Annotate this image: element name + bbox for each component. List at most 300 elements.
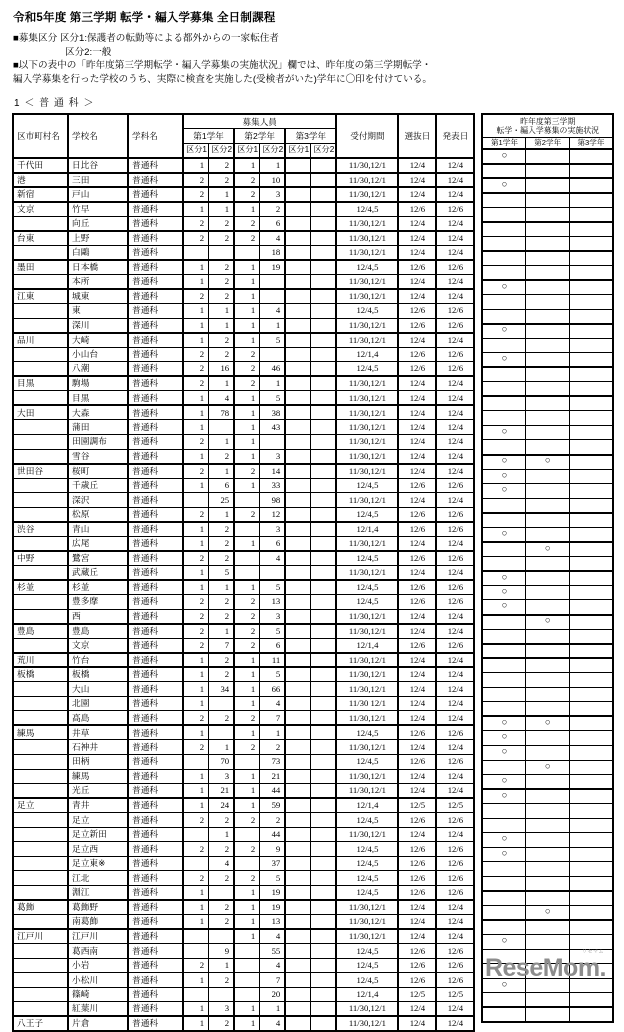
status-cell-grade1 [482,236,526,251]
status-cell-grade2 [526,804,570,819]
cell-g1-div2: 3 [209,769,235,784]
status-cell-grade1 [482,905,526,920]
table-row [13,536,474,551]
cell-g2-div2: 21 [260,769,286,784]
cell-g3-div2 [311,347,337,362]
cell-selection-date: 12/6 [398,885,436,900]
cell-department: 普通科 [128,842,183,857]
cell-announce-date: 12/6 [436,755,474,770]
cell-department: 普通科 [128,449,183,464]
status-cell-grade3 [569,658,613,673]
cell-g3-div2 [311,638,337,653]
cell-announce-date: 12/6 [436,856,474,871]
cell-g2-div2: 4 [260,929,286,944]
cell-g1-div2: 78 [209,405,235,420]
cell-selection-date: 12/4 [398,333,436,348]
status-row [482,425,613,440]
cell-g3-div1 [285,318,311,333]
cell-g3-div2 [311,1002,337,1017]
cell-period: 12/1,4 [336,347,398,362]
cell-g3-div1 [285,1002,311,1017]
status-cell-grade3 [569,775,613,790]
status-cell-grade3 [569,804,613,819]
cell-g1-div1: 1 [183,274,209,289]
cell-period: 11/30,12/1 [336,682,398,697]
cell-department: 普通科 [128,594,183,609]
cell-g2-div2: 1 [260,158,286,173]
cell-department: 普通科 [128,231,183,246]
cell-department: 普通科 [128,216,183,231]
status-cell-grade1: ○ [482,324,526,339]
cell-school: 千歳丘 [68,478,128,493]
cell-g3-div2 [311,449,337,464]
status-row [482,411,613,426]
status-cell-grade3 [569,425,613,440]
status-cell-grade3 [569,673,613,688]
cell-g2-div1: 2 [234,594,260,609]
cell-school: 城東 [68,289,128,304]
status-cell-grade3 [569,222,613,237]
cell-period: 11/30,12/1 [336,231,398,246]
cell-g3-div1 [285,958,311,973]
cell-selection-date: 12/4 [398,376,436,391]
cell-school: 葛西南 [68,944,128,959]
cell-g3-div2 [311,1016,337,1031]
col-header-status-grade1: 第1学年 [482,137,526,149]
cell-g1-div1: 1 [183,580,209,595]
col-header-selection-date: 選抜日 [398,114,436,158]
cell-selection-date: 12/6 [398,260,436,275]
cell-g2-div2: 13 [260,915,286,930]
cell-period: 12/1,4 [336,987,398,1002]
cell-g2-div1: 2 [234,609,260,624]
status-row [482,207,613,222]
cell-announce-date: 12/4 [436,1002,474,1017]
cell-period: 12/4,5 [336,478,398,493]
cell-g3-div2 [311,333,337,348]
cell-g2-div2: 4 [260,551,286,566]
status-row [482,818,613,833]
status-cell-grade2 [526,207,570,222]
status-cell-grade1: ○ [482,149,526,164]
cell-department: 普通科 [128,711,183,726]
cell-school: 豊多摩 [68,594,128,609]
last-year-status-table [481,113,614,1022]
cell-g2-div1: 1 [234,784,260,799]
status-cell-grade1 [482,702,526,717]
cell-g2-div2: 12 [260,507,286,522]
status-cell-grade1: ○ [482,716,526,731]
cell-announce-date: 12/4 [436,609,474,624]
cell-announce-date: 12/4 [436,915,474,930]
cell-period: 12/4,5 [336,944,398,959]
cell-announce-date: 12/4 [436,231,474,246]
cell-g1-div2: 2 [209,536,235,551]
status-cell-grade2 [526,571,570,586]
status-cell-grade3 [569,353,613,368]
cell-municipality [13,711,68,726]
cell-announce-date: 12/4 [436,827,474,842]
cell-g1-div1 [183,827,209,842]
cell-g2-div1: 1 [234,274,260,289]
status-cell-grade2 [526,164,570,179]
cell-g3-div1 [285,158,311,173]
table-row [13,187,474,202]
status-cell-grade2 [526,382,570,397]
col-header-status-grade2: 第2学年 [526,137,570,149]
status-cell-grade2 [526,556,570,571]
status-row [482,862,613,877]
cell-g1-div1 [183,856,209,871]
status-cell-grade1 [482,382,526,397]
cell-g2-div2: 4 [260,958,286,973]
cell-g1-div2: 1 [209,187,235,202]
status-cell-grade1 [482,644,526,659]
cell-selection-date: 12/4 [398,536,436,551]
cell-school: 戸山 [68,187,128,202]
status-cell-grade3 [569,702,613,717]
cell-g1-div2: 70 [209,755,235,770]
table-row [13,391,474,406]
cell-g1-div1: 1 [183,1002,209,1017]
cell-g2-div2: 7 [260,711,286,726]
status-cell-grade2 [526,891,570,906]
cell-period: 12/4,5 [336,958,398,973]
cell-announce-date: 12/4 [436,696,474,711]
cell-selection-date: 12/6 [398,871,436,886]
cell-municipality: 足立 [13,798,68,813]
col-header-g2-div1: 区分1 [234,144,260,159]
cell-school: 田園調布 [68,434,128,449]
cell-period: 11/30,12/1 [336,565,398,580]
cell-g1-div2: 3 [209,1002,235,1017]
cell-g3-div2 [311,551,337,566]
status-row [482,891,613,906]
status-row [482,804,613,819]
table-row [13,522,474,537]
cell-school: 深沢 [68,493,128,508]
cell-period: 11/30,12/1 [336,493,398,508]
cell-period: 11/30,12/1 [336,333,398,348]
status-cell-grade2 [526,295,570,310]
cell-g1-div1: 1 [183,798,209,813]
status-row [482,687,613,702]
cell-selection-date: 12/4 [398,682,436,697]
cell-department: 普通科 [128,755,183,770]
cell-period: 11/30,12/1 [336,1002,398,1017]
cell-municipality [13,493,68,508]
header-row-1 [13,114,474,129]
cell-school: 大山 [68,682,128,697]
cell-department: 普通科 [128,347,183,362]
cell-g3-div2 [311,536,337,551]
cell-g1-div2: 1 [209,507,235,522]
cell-g3-div2 [311,725,337,740]
status-cell-grade1 [482,862,526,877]
cell-municipality [13,682,68,697]
status-row [482,178,613,193]
cell-selection-date: 12/6 [398,842,436,857]
status-cell-grade3 [569,149,613,164]
status-cell-grade2 [526,149,570,164]
cell-announce-date: 12/6 [436,507,474,522]
cell-department: 普通科 [128,434,183,449]
cell-g3-div1 [285,507,311,522]
cell-school: 日本橋 [68,260,128,275]
cell-g3-div1 [285,464,311,479]
side-header-row-1 [482,114,613,137]
cell-g1-div1: 1 [183,405,209,420]
cell-selection-date: 12/4 [398,711,436,726]
cell-g3-div2 [311,885,337,900]
cell-g2-div1: 2 [234,871,260,886]
status-cell-grade2: ○ [526,905,570,920]
status-cell-grade3 [569,178,613,193]
status-cell-grade3 [569,207,613,222]
cell-department: 普通科 [128,260,183,275]
cell-g2-div2 [260,274,286,289]
page-title: 令和5年度 第三学期 転学・編入学募集 全日制課程 [13,12,276,24]
cell-g3-div1 [285,624,311,639]
table-row [13,813,474,828]
cell-g2-div1: 1 [234,1002,260,1017]
status-cell-grade3 [569,513,613,528]
cell-announce-date: 12/6 [436,347,474,362]
cell-g1-div1: 1 [183,420,209,435]
cell-school: 三田 [68,173,128,188]
cell-g1-div1: 1 [183,784,209,799]
cell-municipality [13,973,68,988]
status-cell-grade3 [569,193,613,208]
cell-school: 八潮 [68,362,128,377]
cell-school: 日比谷 [68,158,128,173]
cell-g3-div2 [311,216,337,231]
cell-g3-div1 [285,289,311,304]
cell-selection-date: 12/4 [398,216,436,231]
cell-g2-div2: 59 [260,798,286,813]
cell-selection-date: 12/4 [398,274,436,289]
cell-g3-div2 [311,565,337,580]
cell-period: 12/4,5 [336,871,398,886]
cell-department: 普通科 [128,987,183,1002]
cell-period: 11/30,12/1 [336,274,398,289]
cell-period: 11/30 12/1 [336,696,398,711]
cell-g1-div1: 2 [183,594,209,609]
status-row [482,222,613,237]
table-row [13,842,474,857]
cell-g2-div1: 1 [234,391,260,406]
cell-g2-div1: 1 [234,929,260,944]
cell-g1-div2: 1 [209,434,235,449]
cell-department: 普通科 [128,929,183,944]
status-cell-grade2 [526,658,570,673]
cell-g3-div2 [311,434,337,449]
cell-period: 12/4,5 [336,580,398,595]
table-row [13,260,474,275]
cell-school: 練馬 [68,769,128,784]
cell-school: 足立東※ [68,856,128,871]
cell-announce-date: 12/6 [436,725,474,740]
cell-g2-div2: 5 [260,871,286,886]
cell-school: 足立新田 [68,827,128,842]
cell-school: 武蔵丘 [68,565,128,580]
status-row [482,498,613,513]
cell-announce-date: 12/6 [436,871,474,886]
cell-selection-date: 12/6 [398,856,436,871]
status-cell-grade1 [482,164,526,179]
cell-g2-div2: 5 [260,580,286,595]
cell-selection-date: 12/4 [398,493,436,508]
cell-period: 11/30,12/1 [336,900,398,915]
cell-period: 12/1,4 [336,522,398,537]
status-cell-grade3 [569,367,613,382]
col-header-capacity-group: 募集人員 [183,114,336,129]
cell-municipality: 八王子 [13,1016,68,1031]
table-row [13,551,474,566]
cell-department: 普通科 [128,885,183,900]
status-cell-grade1: ○ [482,469,526,484]
cell-department: 普通科 [128,551,183,566]
cell-g1-div1: 1 [183,449,209,464]
cell-g3-div1 [285,420,311,435]
status-cell-grade3 [569,731,613,746]
table-row [13,958,474,973]
cell-selection-date: 12/4 [398,915,436,930]
cell-g3-div2 [311,842,337,857]
status-cell-grade2 [526,236,570,251]
status-cell-grade2 [526,396,570,411]
status-cell-grade2 [526,629,570,644]
status-cell-grade1: ○ [482,484,526,499]
cell-selection-date: 12/6 [398,755,436,770]
table-row [13,769,474,784]
cell-g1-div1: 2 [183,813,209,828]
cell-g2-div1: 1 [234,915,260,930]
cell-municipality [13,318,68,333]
cell-period: 11/30,12/1 [336,449,398,464]
status-row [482,876,613,891]
resemom-dot: . [599,954,606,982]
status-cell-grade1 [482,513,526,528]
cell-announce-date: 12/4 [436,405,474,420]
table-row [13,725,474,740]
cell-municipality [13,594,68,609]
side-header-row-2 [482,137,613,149]
cell-g1-div2: 1 [209,464,235,479]
status-cell-grade1 [482,251,526,266]
cell-department: 普通科 [128,536,183,551]
cell-period: 11/30,12/1 [336,434,398,449]
cell-municipality: 港 [13,173,68,188]
cell-school: 東 [68,304,128,319]
cell-g2-div2: 1 [260,318,286,333]
cell-g1-div2: 2 [209,915,235,930]
cell-department: 普通科 [128,304,183,319]
cell-g1-div2: 2 [209,289,235,304]
cell-g2-div1 [234,827,260,842]
cell-g2-div2: 19 [260,260,286,275]
cell-g1-div1: 1 [183,202,209,217]
cell-school: 大崎 [68,333,128,348]
cell-g1-div2: 2 [209,449,235,464]
cell-selection-date: 12/4 [398,740,436,755]
cell-g3-div1 [285,245,311,260]
cell-g2-div1: 1 [234,900,260,915]
cell-municipality [13,507,68,522]
cell-municipality [13,1002,68,1017]
cell-department: 普通科 [128,202,183,217]
cell-g2-div1: 1 [234,696,260,711]
status-row [482,265,613,280]
cell-g2-div1: 2 [234,187,260,202]
cell-g2-div2: 1 [260,725,286,740]
status-row [482,324,613,339]
cell-g3-div2 [311,318,337,333]
status-cell-grade1: ○ [482,571,526,586]
cell-selection-date: 12/4 [398,667,436,682]
status-cell-grade3 [569,600,613,615]
cell-g3-div1 [285,973,311,988]
status-cell-grade2 [526,280,570,295]
status-row [482,905,613,920]
cell-school: 駒場 [68,376,128,391]
status-cell-grade3 [569,847,613,862]
cell-g1-div2: 2 [209,1016,235,1031]
status-cell-grade1 [482,876,526,891]
cell-g1-div1: 1 [183,885,209,900]
cell-municipality: 板橋 [13,667,68,682]
note-line-4: 編入学募集を行った学校のうち、実際に検査を実施した(受検者がいた)学年に〇印を付けている。 [13,73,432,85]
cell-g3-div1 [285,1016,311,1031]
cell-period: 12/4,5 [336,362,398,377]
status-cell-grade3 [569,411,613,426]
cell-school: 髙島 [68,711,128,726]
table-row [13,173,474,188]
cell-g1-div2: 2 [209,813,235,828]
cell-announce-date: 12/6 [436,594,474,609]
cell-g3-div1 [285,405,311,420]
status-cell-grade3 [569,556,613,571]
status-cell-grade2 [526,600,570,615]
cell-g3-div1 [285,274,311,289]
cell-g2-div1: 2 [234,624,260,639]
cell-g2-div2: 43 [260,420,286,435]
cell-selection-date: 12/4 [398,900,436,915]
cell-g2-div1 [234,755,260,770]
cell-g3-div2 [311,944,337,959]
status-cell-grade1: ○ [482,527,526,542]
cell-g2-div1: 1 [234,580,260,595]
status-cell-grade3 [569,876,613,891]
cell-school: 青井 [68,798,128,813]
cell-g3-div2 [311,187,337,202]
cell-g2-div2: 6 [260,536,286,551]
cell-selection-date: 12/6 [398,551,436,566]
status-cell-grade3 [569,891,613,906]
cell-g3-div1 [285,915,311,930]
cell-announce-date: 12/4 [436,769,474,784]
cell-department: 普通科 [128,274,183,289]
cell-period: 12/4,5 [336,202,398,217]
cell-g2-div2 [260,565,286,580]
cell-announce-date: 12/4 [436,711,474,726]
status-row [482,455,613,470]
status-row [482,760,613,775]
status-cell-grade2 [526,935,570,950]
cell-municipality [13,958,68,973]
cell-g2-div1: 2 [234,464,260,479]
cell-selection-date: 12/5 [398,987,436,1002]
